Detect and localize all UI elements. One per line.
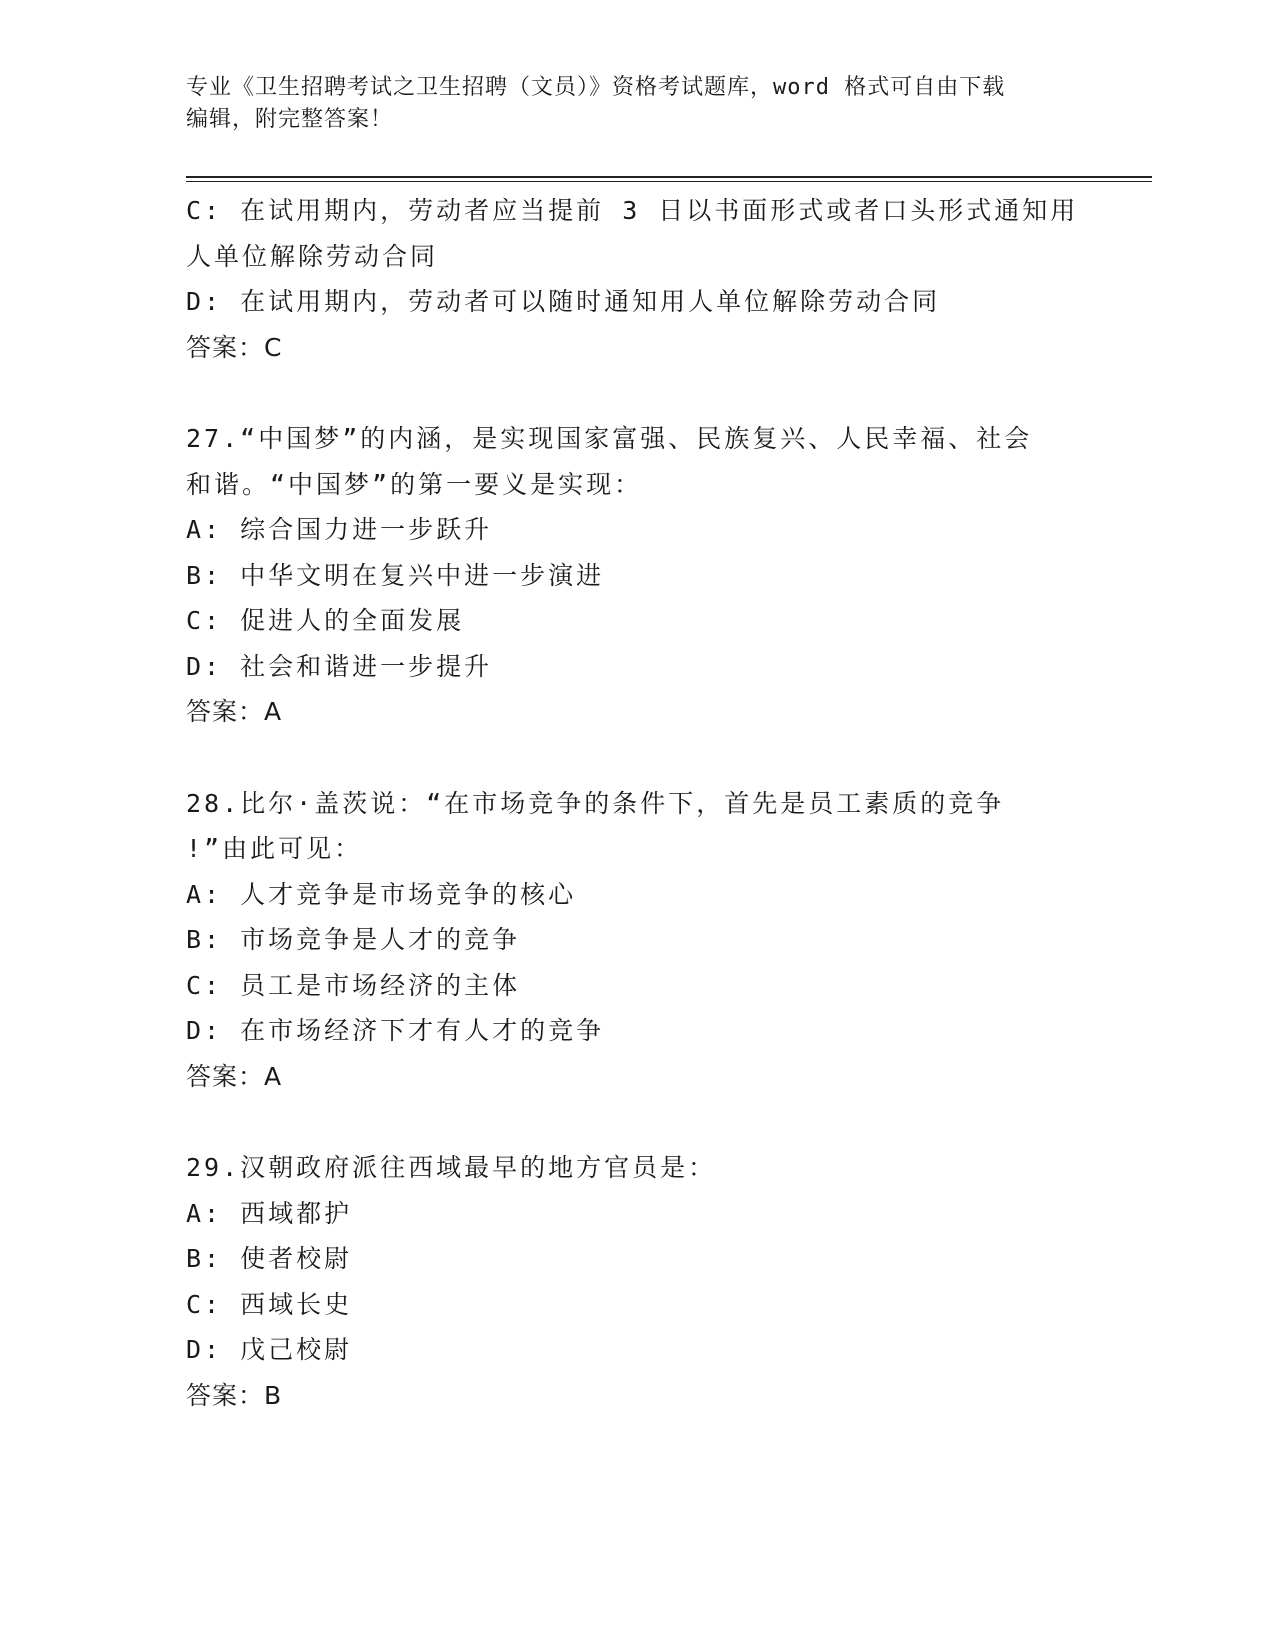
option-c: C: 西域长史	[186, 1289, 353, 1319]
answer: 答案：B	[186, 1380, 283, 1410]
header-rule-thick	[186, 176, 1152, 178]
question-stem-line-1: 29.汉朝政府派往西域最早的地方官员是：	[186, 1153, 717, 1182]
option-c: C: 员工是市场经济的主体	[186, 970, 521, 1000]
option-c-line-2: 人单位解除劳动合同	[186, 241, 439, 271]
spacer	[186, 370, 1086, 416]
option-a: A: 西域都护	[186, 1198, 353, 1228]
option-c: C: 促进人的全面发展	[186, 606, 465, 635]
option-b: B: 使者校尉	[186, 1244, 353, 1273]
spacer	[186, 735, 1086, 781]
option-c-line-1: C: 在试用期内，劳动者应当提前 3 日以书面形式或者口头形式通知用	[186, 196, 1079, 225]
header-line-2: 编辑，附完整答案！	[186, 107, 394, 132]
option-a: A: 人才竞争是市场竞争的核心	[186, 879, 577, 909]
document-header	[186, 72, 1086, 136]
question-27	[186, 416, 1086, 735]
question-stem-line-1: 27.“中国梦”的内涵，是实现国家富强、民族复兴、人民幸福、社会	[186, 424, 1033, 453]
answer: 答案：C	[186, 332, 283, 362]
question-28	[186, 781, 1086, 1100]
option-d: D: 在市场经济下才有人才的竞争	[186, 1016, 605, 1045]
question-stem-line-2: 和谐。“中国梦”的第一要义是实现：	[186, 469, 643, 499]
option-b: B: 中华文明在复兴中进一步演进	[186, 560, 605, 590]
question-26-tail	[186, 188, 1086, 370]
option-b: B: 市场竞争是人才的竞争	[186, 925, 521, 954]
answer: 答案：A	[186, 697, 283, 726]
option-d: D: 在试用期内，劳动者可以随时通知用人单位解除劳动合同	[186, 287, 941, 316]
question-stem-line-2: !”由此可见：	[186, 834, 363, 863]
option-a: A: 综合国力进一步跃升	[186, 515, 493, 544]
spacer	[186, 1099, 1086, 1145]
option-d: D: 戊己校尉	[186, 1335, 353, 1364]
question-list	[186, 188, 1086, 1418]
answer: 答案：A	[186, 1061, 283, 1091]
question-29	[186, 1145, 1086, 1418]
question-stem-line-1: 28.比尔·盖茨说：“在市场竞争的条件下，首先是员工素质的竞争	[186, 788, 1005, 818]
header-line-1: 专业《卫生招聘考试之卫生招聘（文员）》资格考试题库，word 格式可自由下载	[186, 75, 1006, 100]
option-d: D: 社会和谐进一步提升	[186, 651, 493, 681]
header-rule-thin	[186, 181, 1152, 182]
